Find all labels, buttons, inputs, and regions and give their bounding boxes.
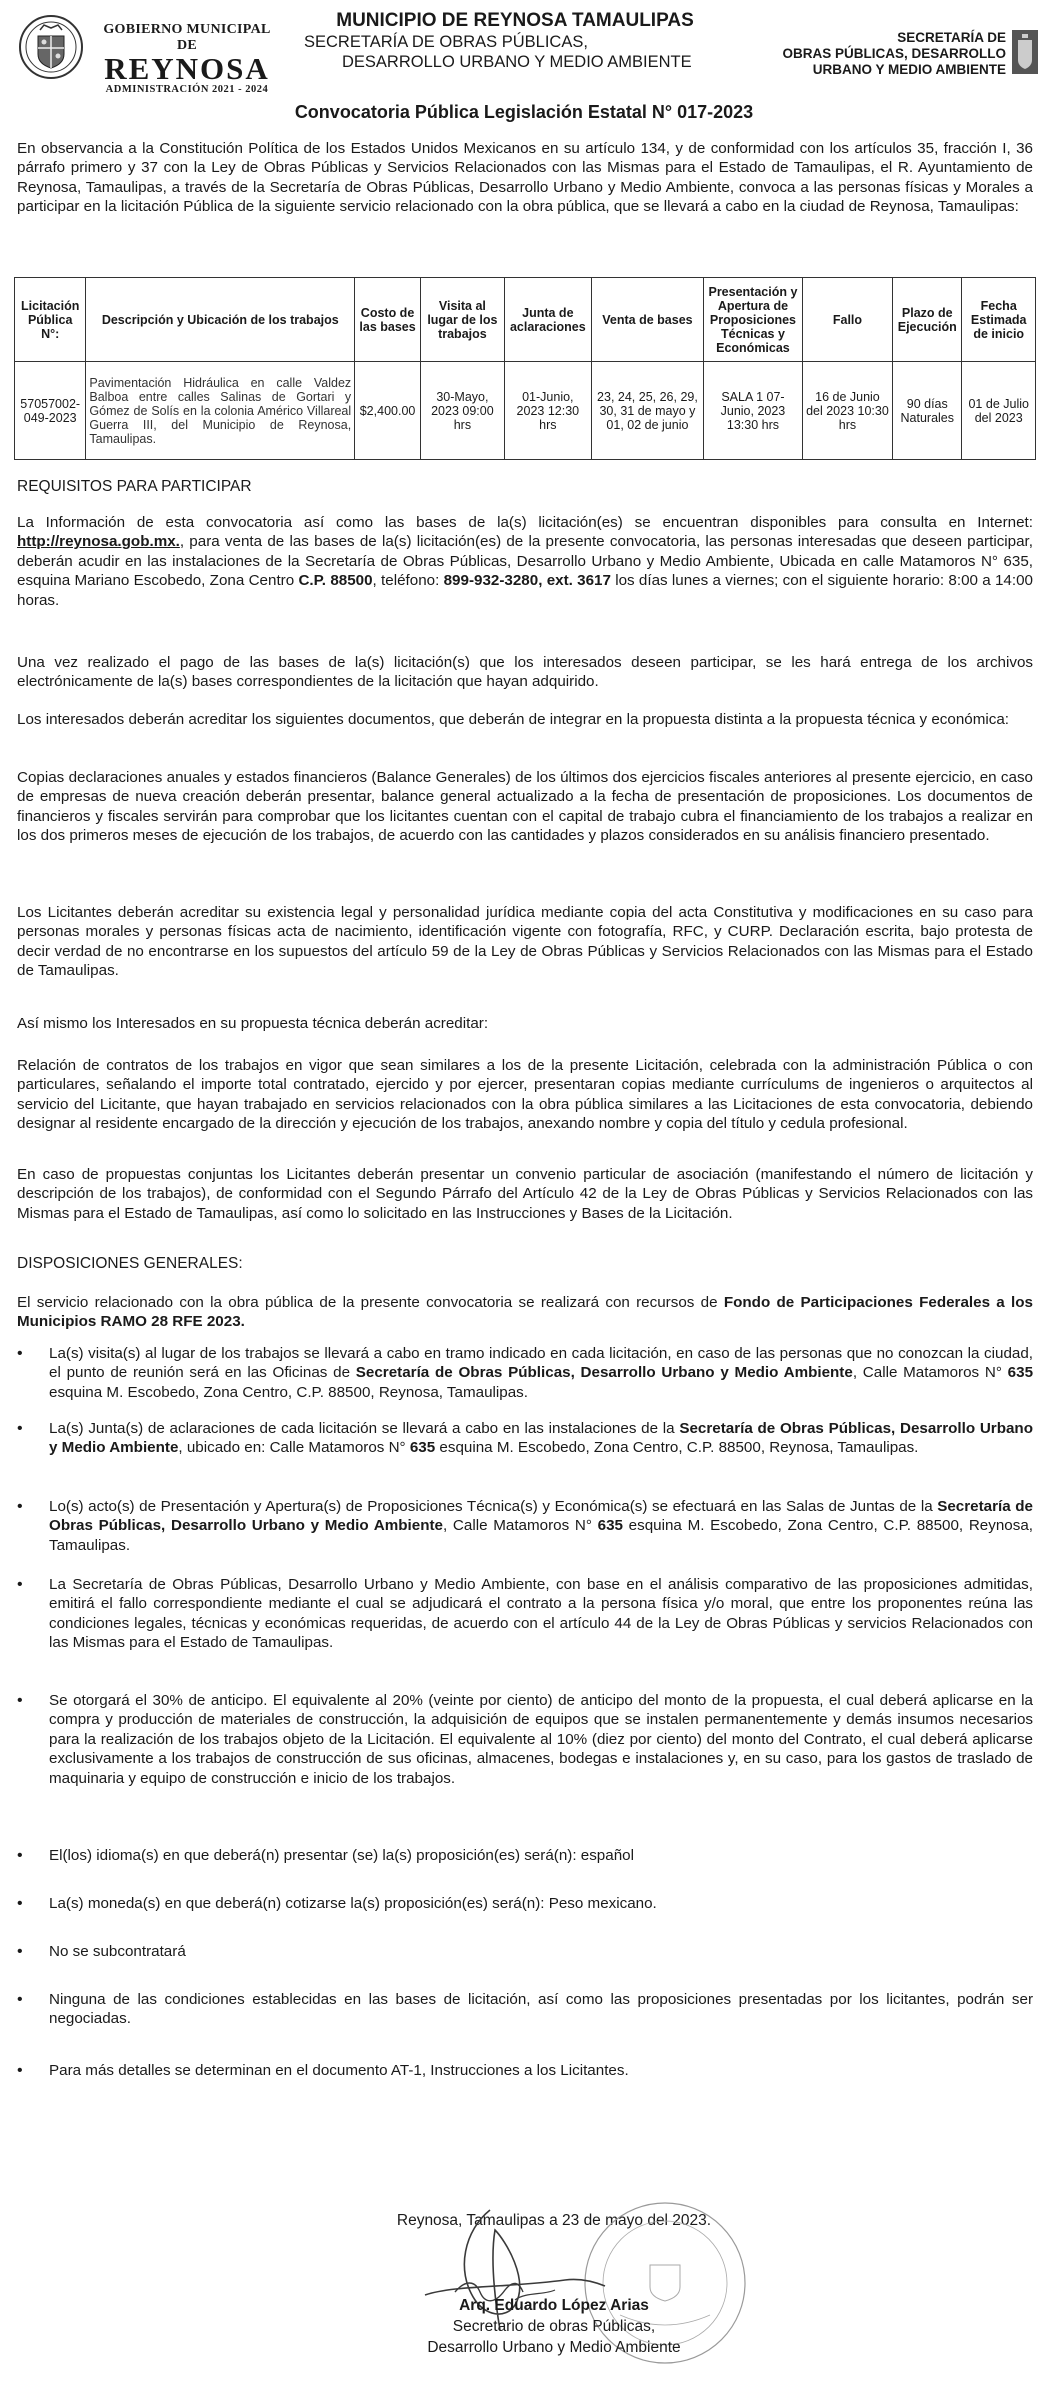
tender-table	[14, 277, 1036, 460]
table-header: Fallo	[802, 278, 892, 362]
bullet-icon: •	[17, 1576, 23, 1593]
bullet-icon: •	[17, 2062, 23, 2079]
text-bold: Secretaría de Obras Públicas, Desarrollo Urbano y Medio Ambiente	[355, 1364, 853, 1382]
table-cell: Pavimentación Hidráulica en calle Valdez Balboa entre calles Salinas de Gortari y Gómez de Solís en la colonia Américo Villareal Guerra III, del Municipio de Reynosa, Tamaulipas.	[86, 362, 355, 460]
bullet-text	[49, 1419, 1033, 1458]
gov-line-1: GOBIERNO MUNICIPAL DE	[103, 22, 271, 53]
gov-line-2: REYNOSA	[104, 51, 270, 86]
list-item	[17, 1691, 1033, 1788]
table-cell: 90 días Naturales	[893, 362, 962, 460]
secretaria-line-1: SECRETARÍA DE OBRAS PÚBLICAS,	[304, 33, 588, 51]
funding-source: Fondo de Participaciones Federales a los Municipios RAMO 28 RFE 2023.	[17, 1294, 1033, 1331]
list-item	[17, 1344, 1033, 1402]
bullet-text: Para más detalles se determinan en el documento AT-1, Instrucciones a los Licitantes.	[49, 2062, 629, 2079]
intro-paragraph: En observancia a la Constitución Política de los Estados Unidos Mexicanos en su artículo 134, y de conformidad con los artículos 35, fracción I, 36 párrafo primero y 37 con la Ley de Obras Públicas y Servicios Relacionados con las Mismas para el Estado de Tamaulipas, el R. Ayuntamiento de Reynosa, Tamaulipas, a través de la Secretaría de Obras Públicas, Desarrollo Urbano y Medio Ambiente, convoca a las personas físicas y Morales a participar en la licitación Pública de la siguiente servicio relacionado con la obra pública, que se llevará a cabo en la ciudad de Reynosa, Tamaulipas:	[17, 140, 1033, 216]
paragraph-info	[17, 513, 1033, 610]
text-bold: Secretaría de Obras Públicas, Desarrollo Urbano y Medio Ambiente	[49, 1498, 1033, 1535]
text: esquina M. Escobedo, Zona Centro, C.P. 88500, Reynosa, Tamaulipas.	[49, 1517, 1033, 1554]
p1-text-b: , para venta de las bases de la(s) licitación(es) de la presente convocatoria, las personas interesadas que deseen participar, deberán acudir en las instalaciones de la Secretaría de Obras Públicas, Desarrollo Urbano y Medio Ambiente, Ubicada en calle Matamoros N° 635, esquina Mariano Escobedo, Zona Centro	[17, 533, 1033, 590]
bullet-text: Se otorgará el 30% de anticipo. El equivalente al 20% (veinte por ciento) de anticipo del monto de la propuesta, el cual deberá aplicarse en la compra y producción de materiales de construcción, la adquisición de equipos que se instalen permanentemente y demás insumos necesarios para la realización de los trabajos objeto de la Licitación. El equivalente al 10% (diez por ciento) del monto del Contrato, el cual deberá aplicarse exclusivamente a los trabajos de construcción de sus oficinas, almacenes, bodegas e instalaciones y, en su caso, para los gastos de traslado de maquinaria y equipo de construcción e inicio de los trabajos.	[49, 1692, 1033, 1787]
right-line-2: OBRAS PÚBLICAS, DESARROLLO	[782, 46, 1006, 61]
right-line-1: SECRETARÍA DE	[897, 30, 1006, 45]
table-header: Descripción y Ubicación de los trabajos	[86, 278, 355, 362]
text-bold: Secretaría de Obras Públicas, Desarrollo Urbano y Medio Ambiente	[49, 1420, 1033, 1457]
bullet-icon: •	[17, 1420, 23, 1437]
bullet-icon: •	[17, 1847, 23, 1864]
table-cell: 23, 24, 25, 26, 29, 30, 31 de mayo y 01, 02 de junio	[591, 362, 703, 460]
paragraph-payment: Una vez realizado el pago de las bases de la(s) licitación(s) que los interesados deseen participar, se les hará entrega de los archivos electrónicamente de la(s) bases correspondientes de la licitación que hayan adquirido.	[17, 654, 1033, 691]
table-header: Presentación y Apertura de Proposiciones Técnicas y Económicas	[704, 278, 803, 362]
right-line-3: URBANO Y MEDIO AMBIENTE	[812, 62, 1006, 77]
table-cell: 30-Mayo, 2023 09:00 hrs	[420, 362, 504, 460]
paragraph-technical: Así mismo los Interesados en su propuesta técnica deberán acreditar:	[17, 1015, 489, 1032]
p1-text-a: La Información de esta convocatoria así como las bases de la(s) licitación(es) se encuentran disponibles para consulta en Internet:	[17, 514, 1033, 531]
table-cell: 16 de Junio del 2023 10:30 hrs	[802, 362, 892, 460]
letterhead	[0, 0, 1048, 95]
handwritten-signature-icon	[395, 2200, 615, 2360]
table-cell: 01-Junio, 2023 12:30 hrs	[504, 362, 591, 460]
paragraph-funding	[17, 1293, 1033, 1332]
list-item	[17, 1942, 1033, 1961]
disposiciones-heading: DISPOSICIONES GENERALES:	[17, 1255, 243, 1272]
bullet-text: La Secretaría de Obras Públicas, Desarrollo Urbano y Medio Ambiente, con base en el análisis comparativo de las proposiciones admitidas, emitirá el fallo correspondiente mediante el cual se adjudicará el contrato a la persona física y/o moral, que entre los proponentes reúna las condiciones legales, técnicas y económicas requeridas, de acuerdo con el artículo 44 de la Ley de Obras Públicas y servicios Relacionados con las Mismas para el Estado de Tamaulipas.	[49, 1576, 1033, 1652]
postal-code: C.P. 88500	[298, 572, 373, 590]
table-header: Licitación Pública N°:	[15, 278, 86, 362]
table-header: Costo de las bases	[355, 278, 421, 362]
list-item	[17, 1575, 1033, 1653]
table-header: Plazo de Ejecución	[893, 278, 962, 362]
signatory-name: Arq. Eduardo López Arias	[459, 2297, 649, 2314]
bullet-text: No se subcontratará	[49, 1943, 186, 1960]
list-item	[17, 1846, 1033, 1865]
table-header: Venta de bases	[591, 278, 703, 362]
bullet-icon: •	[17, 1692, 23, 1709]
bullet-text	[49, 1344, 1033, 1402]
bullet-icon: •	[17, 1498, 23, 1515]
table-row	[15, 362, 1036, 460]
bullet-text: La(s) moneda(s) en que deberá(n) cotizarse la(s) proposición(es) será(n): Peso mexicano.	[49, 1895, 657, 1912]
text: , Calle Matamoros N°	[852, 1364, 1008, 1382]
document-title: Convocatoria Pública Legislación Estatal N° 017-2023	[294, 102, 754, 122]
table-header: Visita al lugar de los trabajos	[420, 278, 504, 362]
signatory-role-2: Desarrollo Urbano y Medio Ambiente	[427, 2339, 681, 2356]
text: La(s) visita(s) al lugar de los trabajos se llevará a cabo en tramo indicado en cada licitación, en caso de las personas que no conozcan la ciudad, el punto de reunión será en las Oficinas de	[49, 1345, 1033, 1382]
text: , Calle Matamoros N°	[443, 1517, 598, 1535]
secretaria-line-2: DESARROLLO URBANO Y MEDIO AMBIENTE	[342, 53, 692, 71]
municipal-seal-icon	[18, 14, 84, 80]
text: La(s) Junta(s) de aclaraciones de cada licitación se llevará a cabo en las instalaciones de la	[49, 1420, 680, 1437]
signatory-role-1: Secretario de obras Públicas,	[452, 2318, 656, 2335]
paragraph-legal: Los Licitantes deberán acreditar su existencia legal y personalidad jurídica mediante copia del acta Constitutiva y modificaciones en su caso para personas morales y personas físicas acta de nacimiento, identificación vigente con fotografía, RFC, y CURP. Declaración escrita, bajo protesta de decir verdad de no encontrarse en los supuestos del artículo 59 de la Ley de Obras Públicas y Servicios Relacionados con las Mismas para el Estado de Tamaulipas.	[17, 904, 1033, 980]
bullet-icon: •	[17, 1943, 23, 1960]
gov-line-3: ADMINISTRACIÓN 2021 - 2024	[105, 84, 269, 95]
government-logo-text	[92, 22, 282, 95]
paragraph-joint-proposals: En caso de propuestas conjuntas los Licitantes deberán presentar un convenio particular de asociación (manifestando el número de licitación y descripción de los trabajos), de conformidad con el Segundo Párrafo del Artículo 42 de la Ley de Obras Públicas y Servicios Relacionados con las Mismas para el Estado de Tamaulipas, así como lo solicitado en las Instrucciones y Bases de la Licitación.	[17, 1166, 1033, 1222]
paragraph-financial: Copias declaraciones anuales y estados financieros (Balance Generales) de los últimos dos ejercicios fiscales anteriores al presente ejercicio, en caso de empresas de nueva creación deberán presentar, balance general actualizado a la fecha de presentación de proposiciones. Los documentos de financieros y fiscales servirán para comprobar que los licitantes cuentan con el capital de trabajo cubra el financiamiento de los trabajos a realizar en los dos primeros meses de ejecución de los trabajos, de acuerdo con las cantidades y plazos considerados en su análisis financiero presentado.	[17, 769, 1033, 845]
text-bold: 635	[1007, 1364, 1034, 1382]
secretaria-emblem-icon	[1010, 28, 1040, 76]
list-item	[17, 1419, 1033, 1458]
text: , ubicado en: Calle Matamoros N°	[178, 1439, 410, 1457]
bullet-text: Ninguna de las condiciones establecidas en las bases de licitación, así como las proposiciones presentadas por los licitantes, podrán ser negociadas.	[49, 1991, 1033, 2028]
bullet-text: El(los) idioma(s) en que deberá(n) presentar (se) la(s) proposición(es) será(n): español	[49, 1847, 634, 1864]
text-bold: 635	[409, 1439, 436, 1457]
bullet-icon: •	[17, 1345, 23, 1362]
list-item	[17, 2061, 1033, 2080]
paragraph-contracts: Relación de contratos de los trabajos en vigor que sean similares a los de la presente Licitación, celebrada con la administración Pública o con particulares, señalando el importe total contratado, ejercido y por ejercer, presentaran copias mediante currículums de ingenieros o arquitectos al servicio del Licitante, que hayan trabajado en servicios relacionados con la obra pública similares a las Licitaciones de esta convocatoria, debiendo designar al residente encargado de la dirección y ejecución de los trabajos, anexando nombre y copia del título y cedula profesional.	[17, 1057, 1033, 1133]
municipality-name: MUNICIPIO DE REYNOSA TAMAULIPAS	[336, 10, 694, 31]
bullet-text	[49, 1497, 1033, 1555]
table-cell: SALA 1 07-Junio, 2023 13:30 hrs	[704, 362, 803, 460]
p1-text-c: , teléfono:	[372, 572, 444, 590]
text: Lo(s) acto(s) de Presentación y Apertura(s) de Proposiciones Técnica(s) y Económica(s) se efectuará en las Salas de Juntas de la	[49, 1498, 938, 1515]
p1-text-d: los días lunes a viernes; con el siguiente horario: 8:00 a 14:00 horas.	[17, 572, 1033, 609]
paragraph-documents: Los interesados deberán acreditar los siguientes documentos, que deberán de integrar en la propuesta distinta a la propuesta técnica y económica:	[17, 711, 1010, 728]
phone-number: 899-932-3280, ext. 3617	[443, 572, 611, 590]
bullet-icon: •	[17, 1991, 23, 2008]
table-header: Fecha Estimada de inicio	[962, 278, 1036, 362]
website-link[interactable]: http://reynosa.gob.mx.	[17, 533, 180, 551]
secretaria-logo-text	[758, 30, 1006, 78]
municipality-heading	[300, 10, 730, 72]
table-cell: $2,400.00	[355, 362, 421, 460]
table-header: Junta de aclaraciones	[504, 278, 591, 362]
table-cell: 01 de Julio del 2023	[962, 362, 1036, 460]
table-cell: 57057002-049-2023	[15, 362, 86, 460]
requisitos-heading: REQUISITOS PARA PARTICIPAR	[17, 478, 252, 495]
signature-date: Reynosa, Tamaulipas a 23 de mayo del 2023.	[396, 2212, 712, 2229]
list-item	[17, 1497, 1033, 1555]
p9-text: El servicio relacionado con la obra pública de la presente convocatoria se realizará con recursos de	[17, 1294, 724, 1311]
list-item	[17, 1990, 1033, 2029]
list-item	[17, 1894, 1033, 1913]
text-bold: 635	[597, 1517, 623, 1535]
text: esquina M. Escobedo, Zona Centro, C.P. 88500, Reynosa, Tamaulipas.	[435, 1439, 919, 1457]
text: esquina M. Escobedo, Zona Centro, C.P. 88500, Reynosa, Tamaulipas.	[49, 1383, 528, 1401]
table-header-row	[15, 278, 1036, 362]
bullet-icon: •	[17, 1895, 23, 1912]
